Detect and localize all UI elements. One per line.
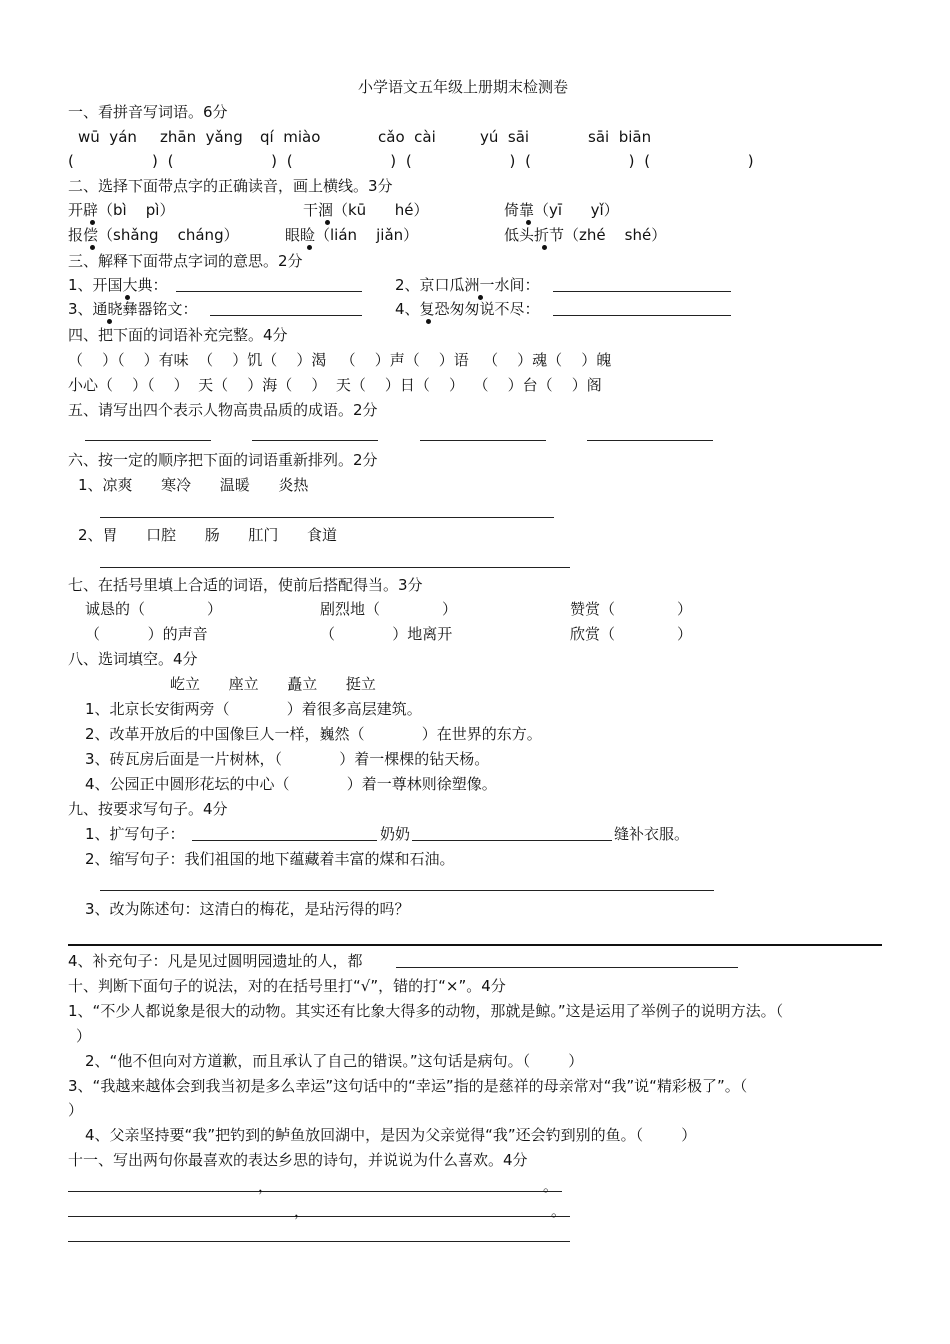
section-3-heading: 三、解释下面带点字词的意思。2分 bbox=[68, 252, 303, 270]
answer-line[interactable] bbox=[85, 440, 211, 441]
idiom-line-2[interactable]: 小心（ ）（ ） 天（ ）海（ ） 天（ ）日（ ） （ ）台（ ）阁 bbox=[68, 376, 602, 394]
reading-item-3: 倚靠（yī yǐ） bbox=[504, 201, 619, 219]
answer-line[interactable] bbox=[412, 840, 612, 841]
meaning-item-1: 1、开国大典： bbox=[68, 276, 168, 294]
emphasis-dot bbox=[426, 319, 431, 324]
match-item-3[interactable]: 赞赏（ ） bbox=[570, 600, 692, 618]
judge-item-3: 3、“我越来越体会到我当初是多么幸运”这句话中的“幸运”指的是慈祥的母亲常对“我”说“精彩极了”。（ bbox=[68, 1077, 748, 1095]
complete-sentence: 4、补充句子：凡是见过圆明园遗址的人，都 bbox=[68, 952, 363, 970]
match-item-6[interactable]: 欣赏（ ） bbox=[570, 625, 692, 643]
emphasis-dot bbox=[90, 245, 95, 250]
pinyin-2: zhān yǎng bbox=[160, 128, 243, 146]
emphasis-dot bbox=[526, 220, 531, 225]
answer-line[interactable] bbox=[68, 1216, 570, 1217]
answer-line[interactable] bbox=[587, 440, 713, 441]
emphasis-dot bbox=[125, 295, 130, 300]
meaning-item-2: 2、京口瓜洲一水间： bbox=[395, 276, 540, 294]
answer-line[interactable] bbox=[100, 567, 570, 568]
judge-item-1: 1、“不少人都说象是很大的动物。其实还有比象大得多的动物，那就是鲸。”这是运用了举例子的说明方法。（ bbox=[68, 1002, 784, 1020]
section-2-heading: 二、选择下面带点字的正确读音，画上横线。3分 bbox=[68, 177, 393, 195]
answer-line[interactable] bbox=[176, 291, 362, 292]
word-choices: 屹立 座立 矗立 挺立 bbox=[170, 675, 376, 693]
answer-line[interactable] bbox=[553, 315, 731, 316]
answer-line[interactable] bbox=[553, 291, 731, 292]
section-11-heading: 十一、写出两句你最喜欢的表达乡思的诗句，并说说为什么喜欢。4分 bbox=[68, 1151, 528, 1169]
reading-item-6: 低头折节（zhé shé） bbox=[504, 226, 667, 244]
answer-line[interactable] bbox=[68, 1241, 570, 1242]
period-mark: 。 bbox=[543, 1177, 559, 1195]
judge-item-2[interactable]: 2、“他不但向对方道歉，而且承认了自己的错误。”这句话是病句。（ ） bbox=[85, 1052, 584, 1070]
order-item-2: 2、胃 口腔 肠 肛门 食道 bbox=[78, 526, 337, 544]
fill-item-4[interactable]: 4、公园正中圆形花坛的中心（ ）着一尊林则徐塑像。 bbox=[85, 775, 497, 793]
fill-item-2[interactable]: 2、改革开放后的中国像巨人一样，巍然（ ）在世界的东方。 bbox=[85, 725, 542, 743]
answer-line[interactable] bbox=[100, 517, 554, 518]
period-mark: 。 bbox=[551, 1202, 567, 1220]
comma-mark: ， bbox=[258, 1177, 274, 1195]
reading-item-1: 开辟（bì pì） bbox=[68, 201, 175, 219]
pinyin-3: qí miào bbox=[260, 128, 321, 146]
section-4-heading: 四、把下面的词语补充完整。4分 bbox=[68, 326, 288, 344]
answer-line[interactable] bbox=[100, 890, 714, 891]
answer-line[interactable] bbox=[396, 967, 738, 968]
pinyin-1: wū yán bbox=[78, 128, 137, 146]
emphasis-dot bbox=[542, 245, 547, 250]
section-10-heading: 十、判断下面句子的说法，对的在括号里打“√”，错的打“×”。4分 bbox=[68, 977, 506, 995]
order-item-1: 1、凉爽 寒冷 温暖 炎热 bbox=[78, 476, 309, 494]
answer-line[interactable] bbox=[210, 315, 362, 316]
meaning-item-4: 4、复恐匆匆说不尽： bbox=[395, 300, 540, 318]
reading-item-4: 报偿（shǎng cháng） bbox=[68, 226, 239, 244]
section-5-heading: 五、请写出四个表示人物高贵品质的成语。2分 bbox=[68, 401, 378, 419]
expand-sentence-subject: 奶奶 bbox=[380, 825, 411, 843]
section-6-heading: 六、按一定的顺序把下面的词语重新排列。2分 bbox=[68, 451, 378, 469]
statement-sentence: 3、改为陈述句：这清白的梅花，是玷污得的吗？ bbox=[85, 900, 410, 918]
fill-item-3[interactable]: 3、砖瓦房后面是一片树林，（ ）着一棵棵的钻天杨。 bbox=[85, 750, 490, 768]
answer-line[interactable] bbox=[420, 440, 546, 441]
expand-sentence-end: 缝补衣服。 bbox=[614, 825, 690, 843]
expand-sentence-label: 1、扩写句子： bbox=[85, 825, 185, 843]
emphasis-dot bbox=[90, 220, 95, 225]
pinyin-answer-brackets[interactable]: ( ) ( ) ( ) ( ) ( ) ( ) bbox=[68, 152, 754, 170]
emphasis-dot bbox=[307, 245, 312, 250]
pinyin-5: yú sāi bbox=[480, 128, 530, 146]
reading-item-5: 眼睑（lián jiǎn） bbox=[285, 226, 419, 244]
pinyin-6: sāi biān bbox=[588, 128, 652, 146]
judge-item-1-close[interactable]: ） bbox=[76, 1027, 92, 1045]
page-title: 小学语文五年级上册期末检测卷 bbox=[358, 78, 569, 96]
emphasis-dot bbox=[478, 295, 483, 300]
shorten-sentence: 2、缩写句子：我们祖国的地下蕴藏着丰富的煤和石油。 bbox=[85, 850, 455, 868]
emphasis-dot bbox=[107, 319, 112, 324]
fill-item-1[interactable]: 1、北京长安街两旁（ ）着很多高层建筑。 bbox=[85, 700, 422, 718]
match-item-4[interactable]: （ ）的声音 bbox=[85, 625, 208, 643]
answer-line[interactable] bbox=[68, 1191, 562, 1192]
comma-mark: ， bbox=[294, 1202, 310, 1220]
meaning-item-3: 3、通晓彝器铭文： bbox=[68, 300, 198, 318]
emphasis-dot bbox=[325, 220, 330, 225]
answer-line[interactable] bbox=[252, 440, 378, 441]
section-7-heading: 七、在括号里填上合适的词语，使前后搭配得当。3分 bbox=[68, 576, 423, 594]
page-divider bbox=[68, 944, 882, 946]
judge-item-3-close[interactable]: ） bbox=[68, 1101, 84, 1119]
match-item-5[interactable]: （ ）地离开 bbox=[320, 625, 453, 643]
reading-item-2: 干涸（kū hé） bbox=[303, 201, 429, 219]
match-item-1[interactable]: 诚恳的（ ） bbox=[85, 600, 222, 618]
section-8-heading: 八、选词填空。4分 bbox=[68, 650, 198, 668]
section-1-heading: 一、看拼音写词语。6分 bbox=[68, 103, 228, 121]
section-9-heading: 九、按要求写句子。4分 bbox=[68, 800, 228, 818]
answer-line[interactable] bbox=[192, 840, 377, 841]
pinyin-4: cǎo cài bbox=[378, 128, 436, 146]
judge-item-4[interactable]: 4、父亲坚持要“我”把钓到的鲈鱼放回湖中，是因为父亲觉得“我”还会钓到别的鱼。（ ） bbox=[85, 1126, 697, 1144]
idiom-line-1[interactable]: （ ）（ ）有味 （ ）饥（ ）渴 （ ）声（ ）语 （ ）魂（ ）魄 bbox=[68, 351, 612, 369]
match-item-2[interactable]: 剧烈地（ ） bbox=[320, 600, 457, 618]
